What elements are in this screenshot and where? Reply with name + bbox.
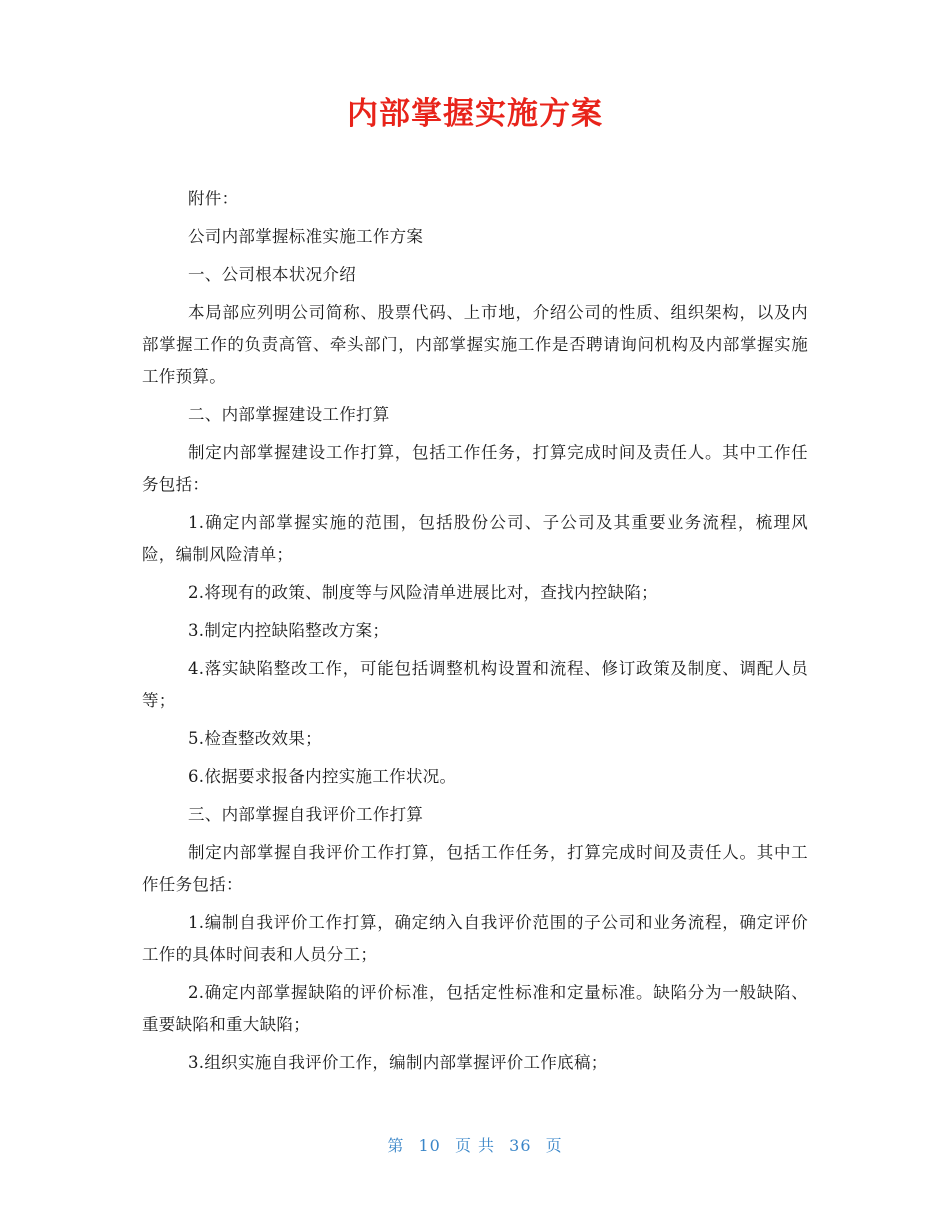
page-title: 内部掌握实施方案 bbox=[347, 96, 603, 132]
list-item: 2.将现有的政策、制度等与风险清单进展比对，查找内控缺陷； bbox=[188, 583, 658, 602]
list-item: 6.依据要求报备内控实施工作状况。 bbox=[188, 767, 457, 786]
paragraph: 附件： bbox=[188, 189, 239, 208]
list-item: 4.落实缺陷整改工作，可能包括调整机构设置和流程、修订政策及制度、调配人员等； bbox=[142, 659, 808, 710]
paragraph: 制定内部掌握建设工作打算，包括工作任务，打算完成时间及责任人。其中工作任务包括： bbox=[142, 443, 808, 494]
list-item: 3.制定内控缺陷整改方案； bbox=[188, 621, 390, 640]
current-page-number: 10 bbox=[418, 1136, 441, 1155]
footer-suffix: 页 bbox=[545, 1136, 563, 1155]
list-item: 3.组织实施自我评价工作，编制内部掌握评价工作底稿； bbox=[188, 1053, 608, 1072]
section-heading: 三、内部掌握自我评价工作打算 bbox=[188, 805, 424, 824]
footer-middle: 页 共 bbox=[454, 1136, 496, 1155]
page-footer bbox=[0, 1133, 950, 1156]
list-item: 2.确定内部掌握缺陷的评价标准，包括定性标准和定量标准。缺陷分为一般缺陷、重要缺陷和重大缺陷； bbox=[142, 983, 808, 1034]
list-item: 1.确定内部掌握实施的范围，包括股份公司、子公司及其重要业务流程，梳理风险，编制风险清单； bbox=[142, 513, 808, 564]
section-heading: 二、内部掌握建设工作打算 bbox=[188, 405, 390, 424]
total-pages-number: 36 bbox=[509, 1136, 532, 1155]
section-heading: 一、公司根本状况介绍 bbox=[188, 265, 356, 284]
paragraph: 制定内部掌握自我评价工作打算，包括工作任务，打算完成时间及责任人。其中工作任务包括： bbox=[142, 843, 808, 894]
list-item: 5.检查整改效果； bbox=[188, 729, 322, 748]
footer-prefix: 第 bbox=[387, 1136, 405, 1155]
paragraph: 本局部应列明公司简称、股票代码、上市地，介绍公司的性质、组织架构，以及内部掌握工作的负责高管、牵头部门，内部掌握实施工作是否聘请询问机构及内部掌握实施工作预算。 bbox=[142, 303, 808, 386]
paragraph: 公司内部掌握标准实施工作方案 bbox=[188, 227, 424, 246]
document-body bbox=[142, 183, 808, 1085]
list-item: 1.编制自我评价工作打算，确定纳入自我评价范围的子公司和业务流程，确定评价工作的具体时间表和人员分工； bbox=[142, 913, 808, 964]
